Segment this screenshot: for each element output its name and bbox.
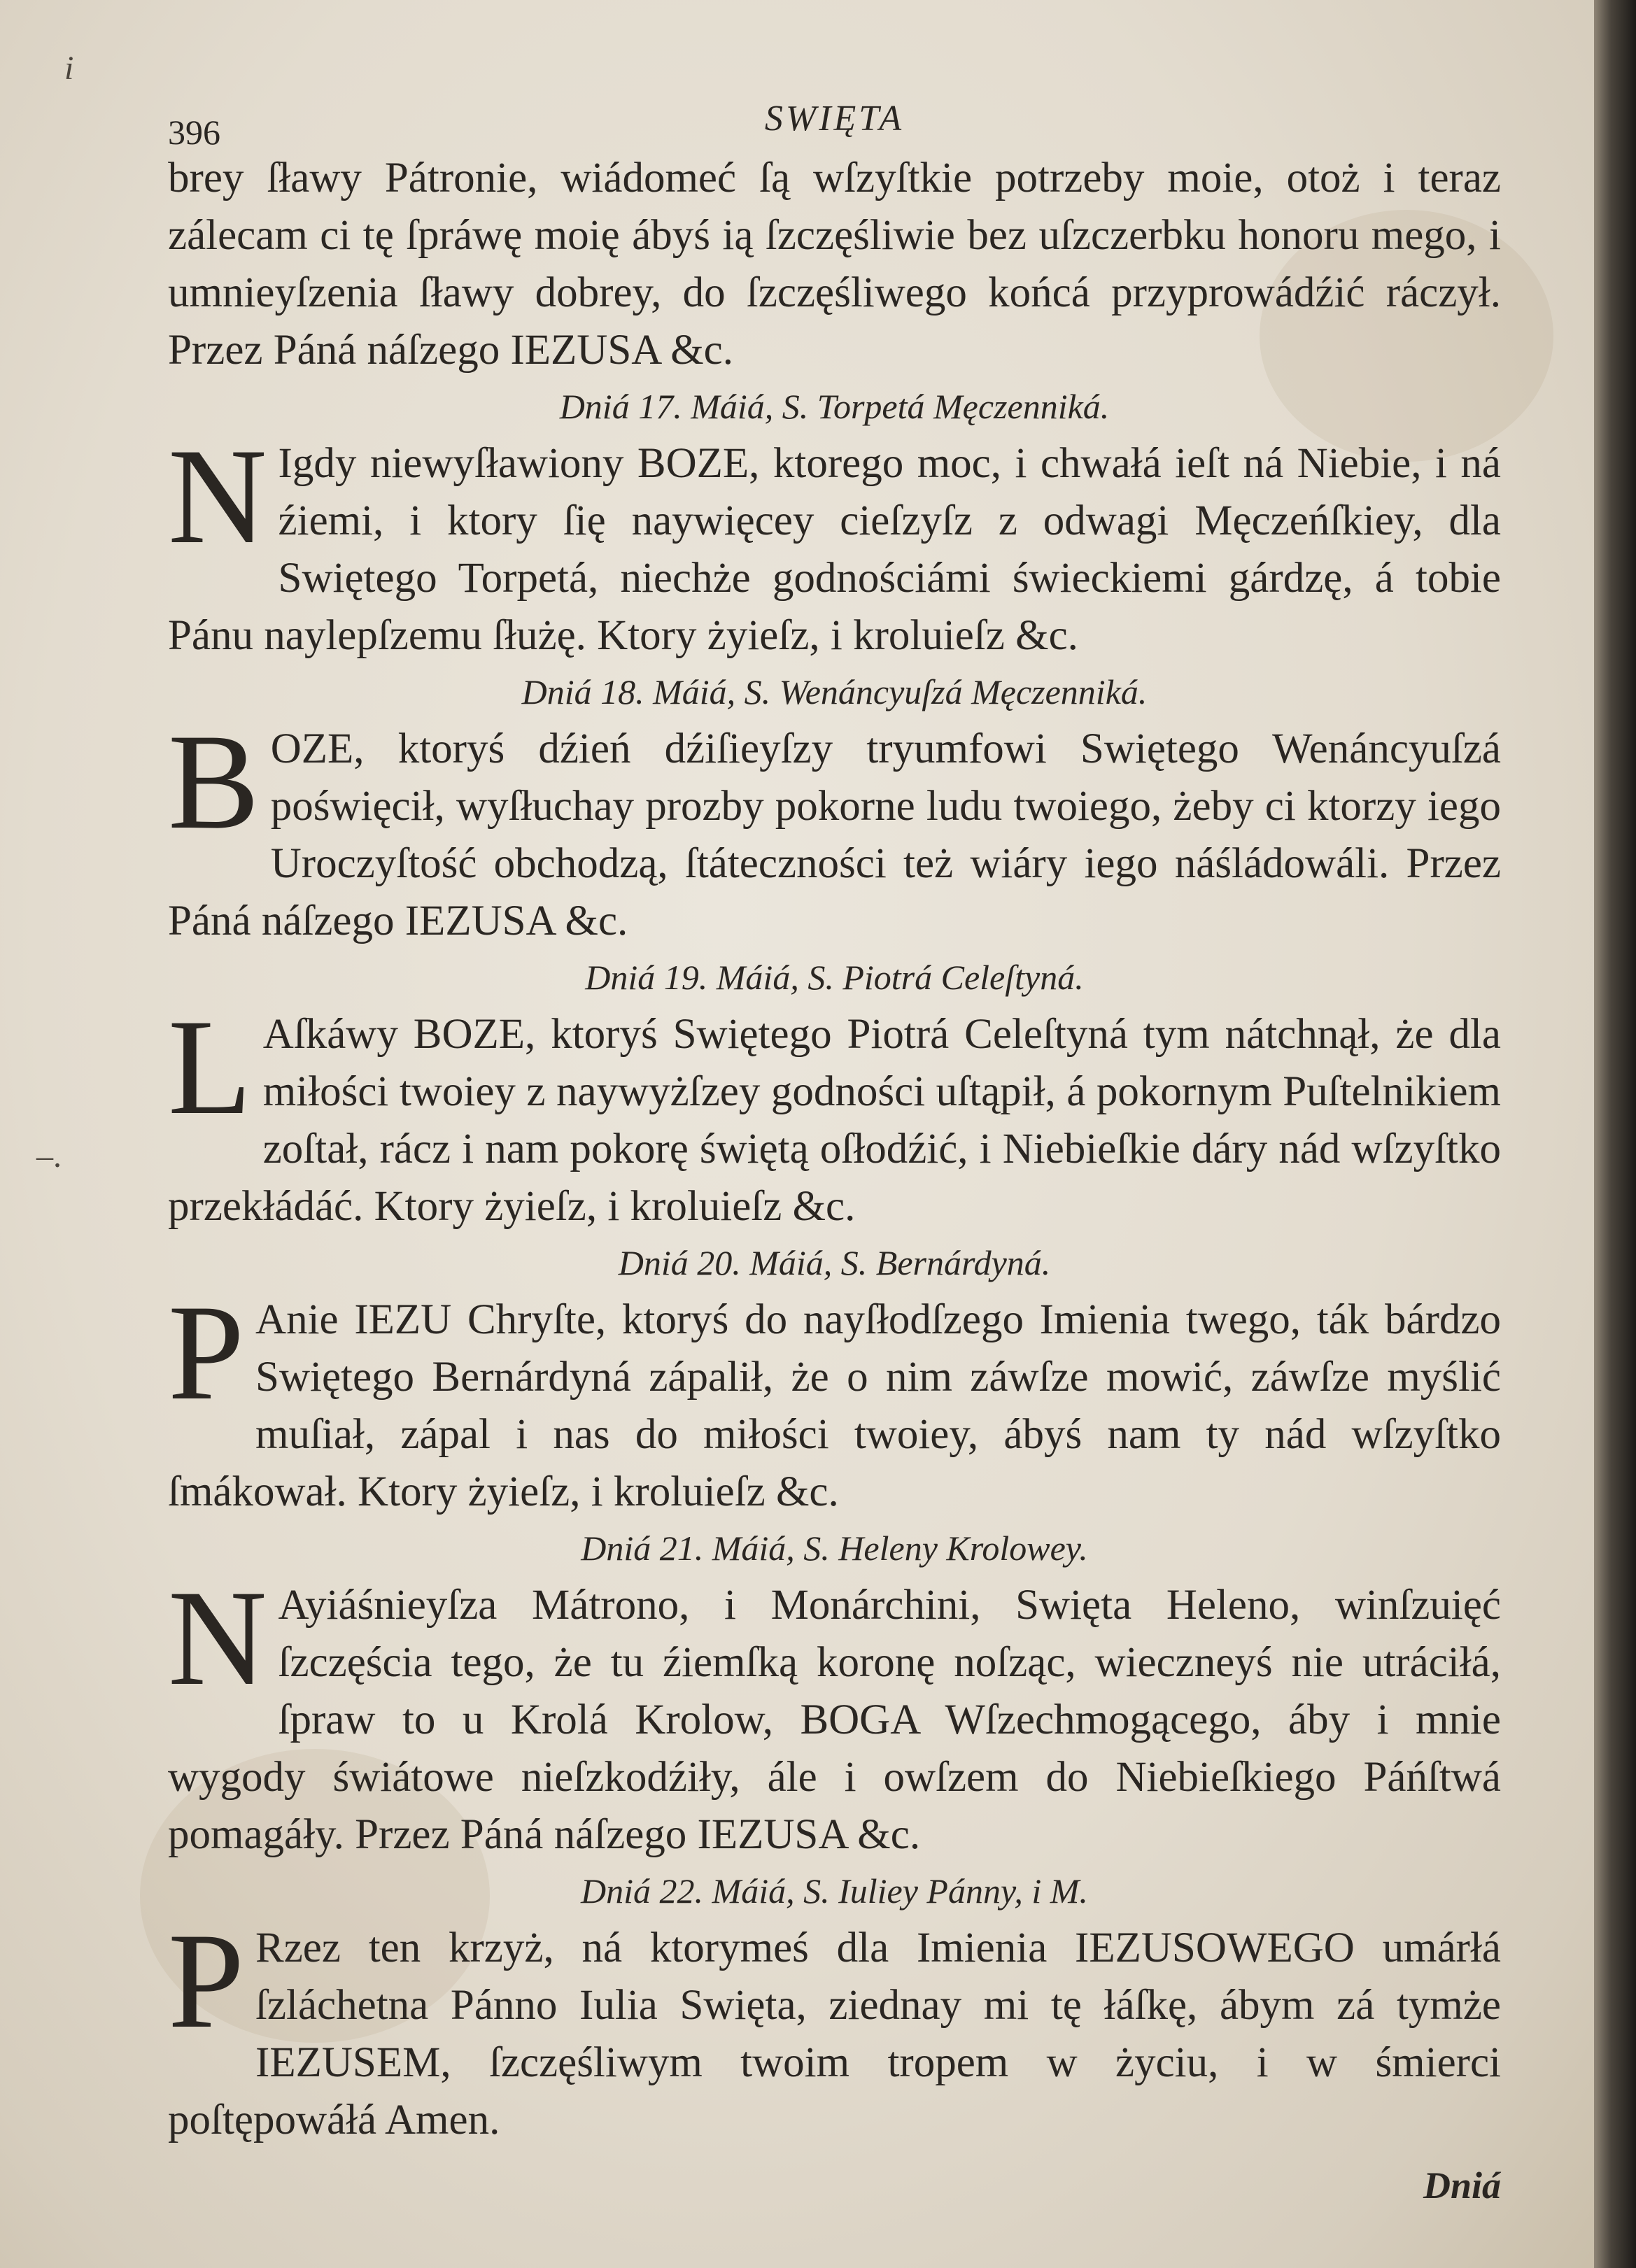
entry xyxy=(168,953,1501,1235)
entry-text: OZE, ktoryś dźień dźiſieyſzy tryumfowi Swiętego Wenáncyuſzá poświęcił, wyſłuchay prozby pokorne ludu twoiego, żeby ci ktorzy iego Uroczyſtość obchodzą, ſtáteczności też wiáry iego náśládowáli. Przez Páná náſzego IEZUSA &c. xyxy=(168,725,1501,944)
entry-heading: Dniá 20. Máiá, S. Bernárdyná. xyxy=(618,1243,1051,1282)
entry-paragraph xyxy=(168,420,1501,665)
drop-cap-initial: P xyxy=(168,1905,245,2057)
drop-cap-initial: N xyxy=(168,1562,267,1714)
entry-text: Anie IEZU Chryſte, ktoryś do nayſłodſzego Imienia twego, ták bárdzo Swiętego Bernárdyná zápalił, że o nim záwſze mowić, záwſze myślić muſiał, zápal i nas do miłości twoiey, ábyś nam ty nád wſzyſtko ſmákował. Ktory żyieſz, i kroluieſz &c. xyxy=(168,1296,1501,1515)
entry-heading: Dniá 22. Máiá, S. Iuliey Pánny, i M. xyxy=(581,1871,1088,1911)
entry xyxy=(168,1866,1501,2149)
entry xyxy=(168,667,1501,950)
drop-cap-initial: N xyxy=(168,420,267,572)
margin-mark-bottom: –. xyxy=(36,1137,62,1175)
drop-cap-initial: P xyxy=(168,1277,245,1429)
page-content xyxy=(168,91,1501,2213)
entry-paragraph xyxy=(168,1277,1501,1521)
entry-text: Ayiáśnieyſza Mátrono, i Monárchini, Swięta Heleno, winſzuięć ſzczęścia tego, że tu źiemſką koronę noſząc, wieczneyś nie utráciłá, ſpraw to u Krolá Krolow, BOGA Wſzechmogącego, áby i mnie wygody świátowe nieſzkodźiły, ále i owſzem do Niebieſkiego Páńſtwá pomagáły. Przez Páná náſzego IEZUSA &c. xyxy=(168,1582,1501,1858)
entry xyxy=(168,1524,1501,1864)
entry-text: Aſkáwy BOZE, ktoryś Swiętego Piotrá Celeſtyná tym nátchnął, że dla miłości twoiey z naywyżſzey godności uſtąpił, á pokornym Puſtelnikiem zoſtał, rácz i nam pokorę świętą oſłodźić, i Niebieſkie dáry nád wſzyſtko przekłádáć. Ktory żyieſz, i kroluieſz &c. xyxy=(168,1011,1501,1230)
margin-mark-top: i xyxy=(64,50,74,87)
book-gutter-shadow xyxy=(1594,0,1636,2268)
entry-heading: Dniá 17. Máiá, S. Torpetá Męczenniká. xyxy=(559,387,1110,426)
entry-paragraph xyxy=(168,1905,1501,2149)
entry xyxy=(168,1238,1501,1521)
entry-heading: Dniá 18. Máiá, S. Wenáncyuſzá Męczenniká. xyxy=(521,672,1148,711)
entry-text: Igdy niewyſławiony BOZE, ktorego moc, i chwałá ieſt ná Niebie, i ná źiemi, i ktory ſię naywięcey cieſzyſz z odwagi Męczeńſkiey, dla Swiętego Torpetá, niechże godnościámi świeckiemi gárdzę, á tobie Pánu naylepſzemu ſłużę. Ktory żyieſz, i kroluieſz &c. xyxy=(168,440,1501,659)
drop-cap-initial: L xyxy=(168,991,252,1143)
catchword: Dniá xyxy=(1423,2164,1501,2206)
entry-heading: Dniá 19. Máiá, S. Piotrá Celeſtyná. xyxy=(585,958,1084,997)
entry-paragraph xyxy=(168,706,1501,950)
entry-paragraph xyxy=(168,1562,1501,1864)
entry-paragraph xyxy=(168,991,1501,1235)
entry-text: Rzez ten krzyż, ná ktorymeś dla Imienia IEZUSOWEGO umárłá ſzláchetna Pánno Iulia Swięta, ziednay mi tę łáſkę, ábym zá tymże IEZUSEM, ſzczęśliwym twoim tropem w życiu, i w śmierci poſtępowáłá Amen. xyxy=(168,1925,1501,2143)
entry-heading: Dniá 21. Máiá, S. Heleny Krolowey. xyxy=(581,1529,1088,1568)
drop-cap-initial: B xyxy=(168,706,260,858)
page-header xyxy=(168,91,1501,154)
intro-paragraph: brey ſławy Pátronie, wiádomeć ſą wſzyſtkie potrzeby moie, otoż i teraz zálecam ci tę ſpráwę moię ábyś ią ſzczęśliwie bez uſzczerbku honoru mego, i umnieyſzenia ſławy dobrey, do ſzczęśliwego końcá przyprowádźić ráczył. Przez Páná náſzego IEZUSA &c. xyxy=(168,155,1501,374)
page-number: 396 xyxy=(168,113,220,152)
running-title: SWIĘTA xyxy=(764,99,905,139)
entry xyxy=(168,382,1501,665)
